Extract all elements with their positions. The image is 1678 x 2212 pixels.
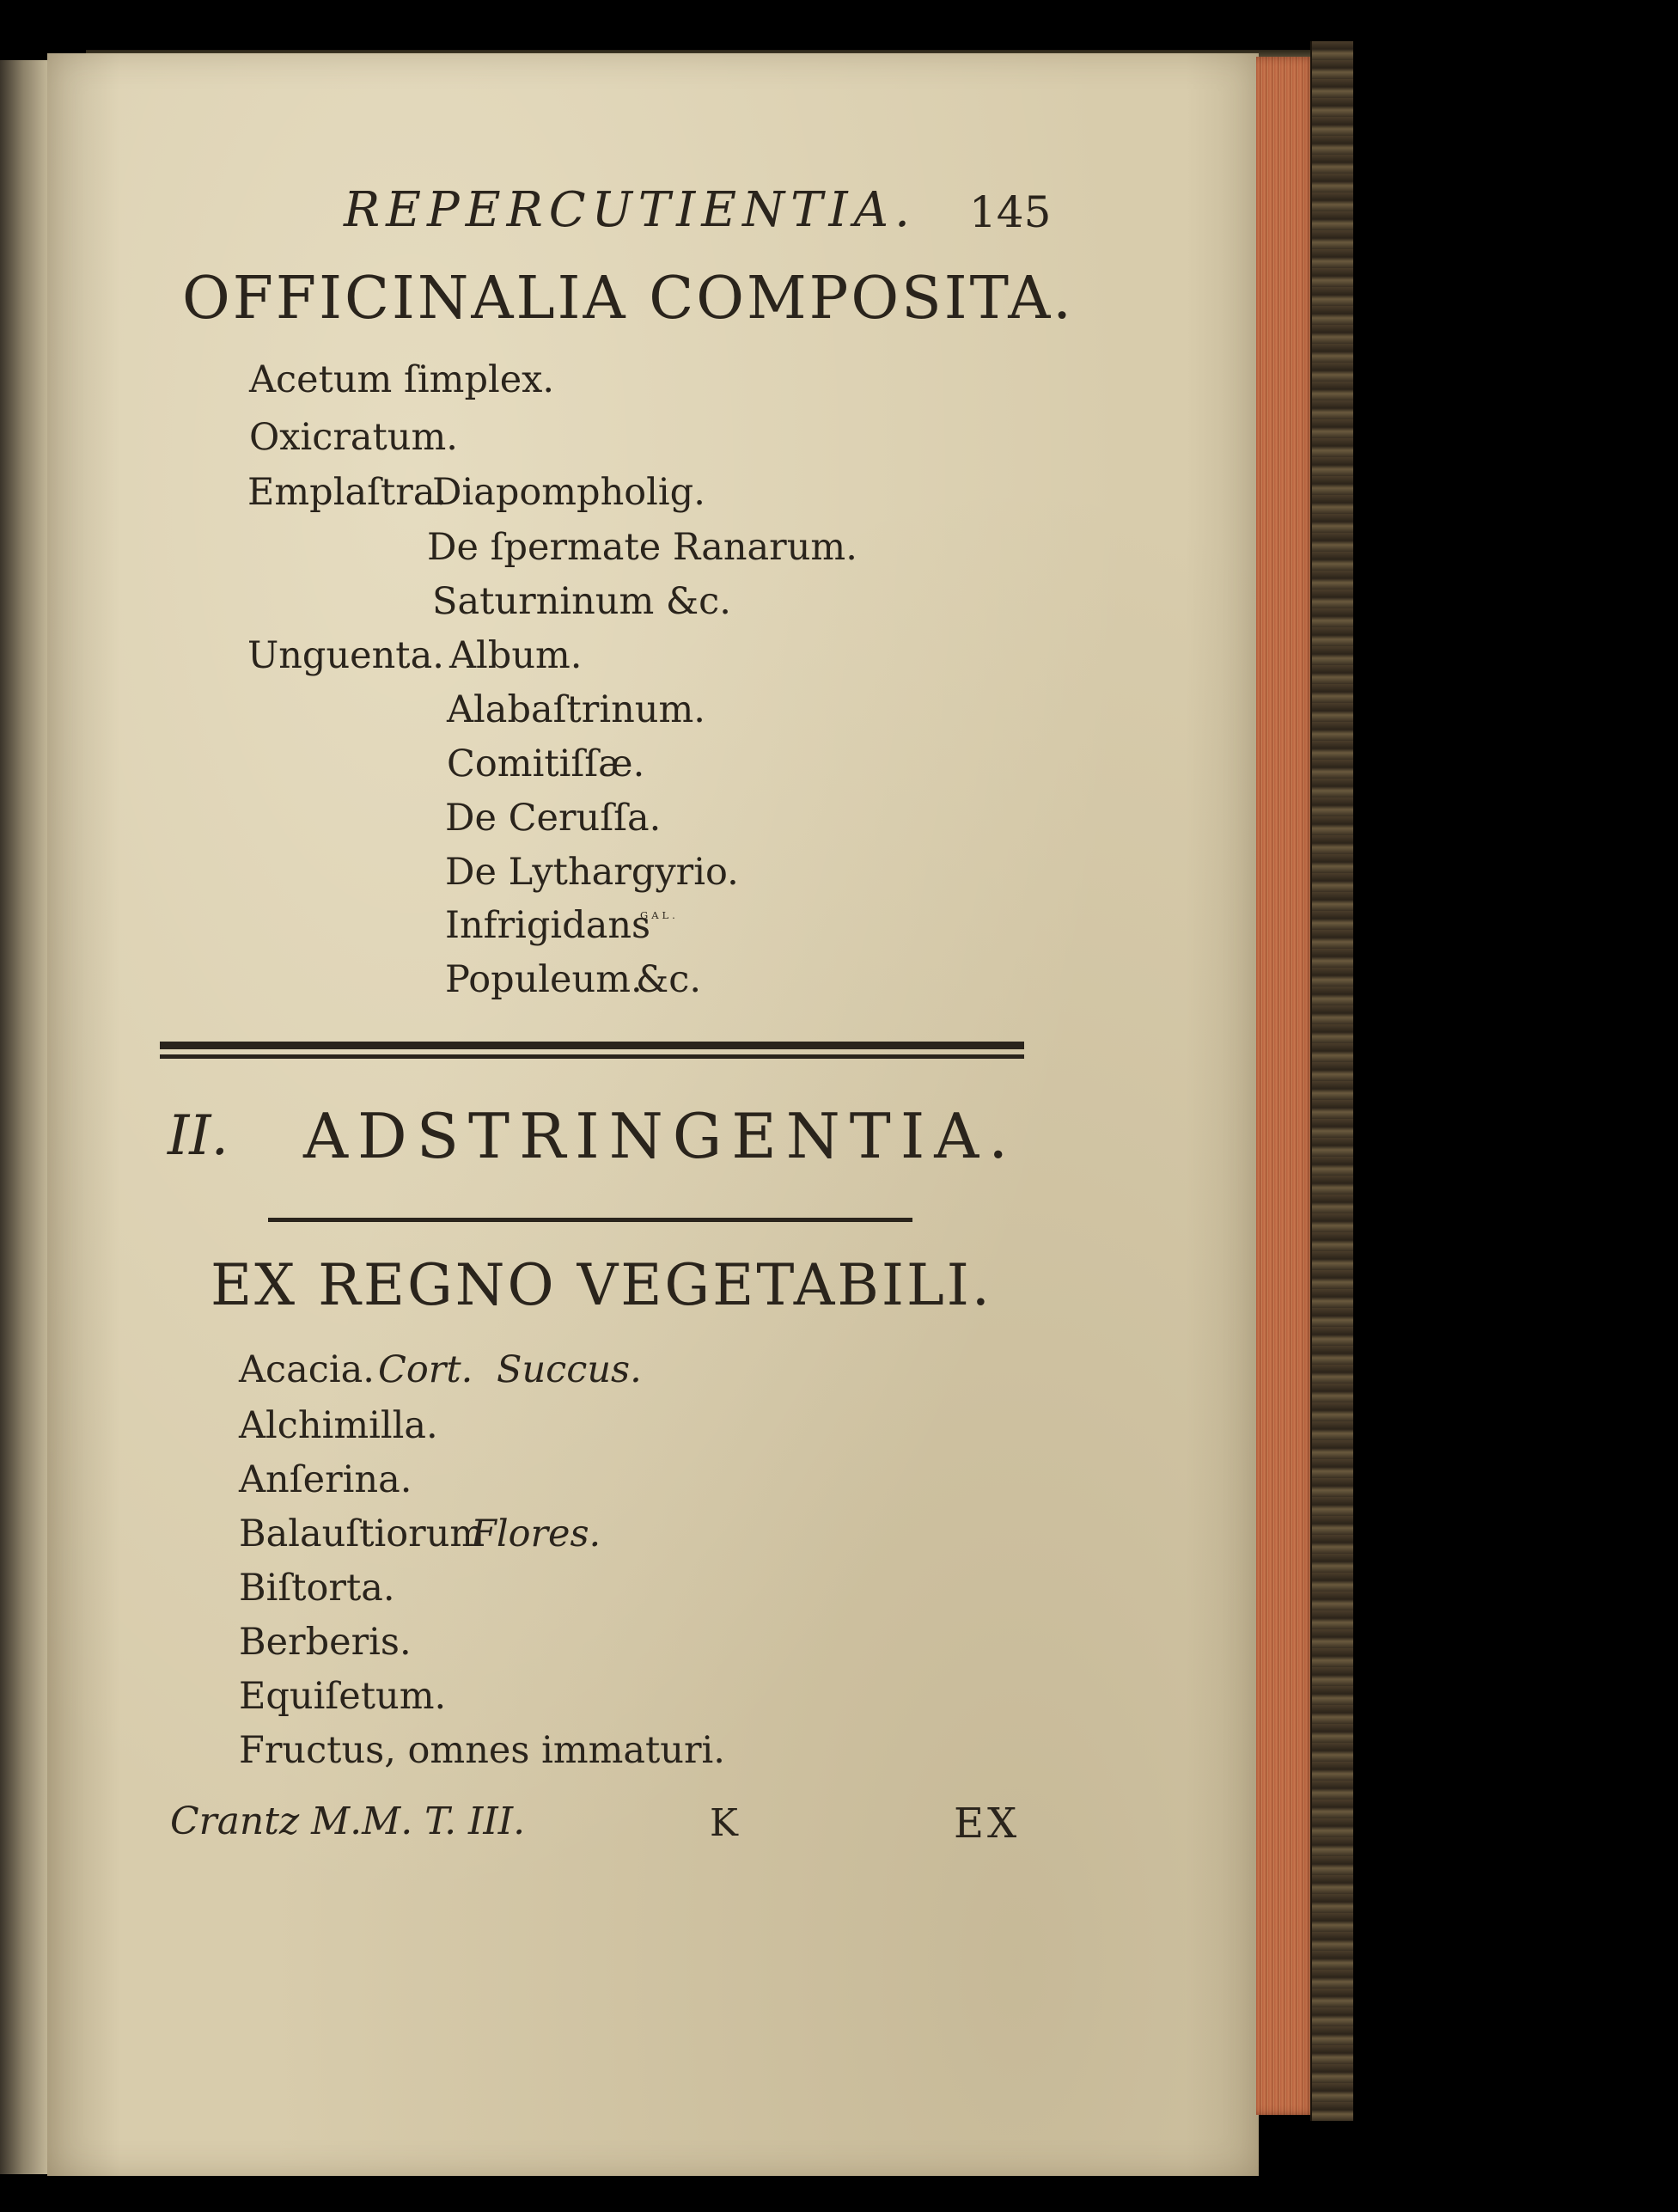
list-item: Saturninum &c. (432, 580, 731, 623)
list-item: Diapompholig. (432, 471, 705, 514)
list-item: Succus. (497, 1348, 642, 1391)
list-item: Fructus, omnes immaturi. (239, 1729, 725, 1772)
list-item: Equiſetum. (239, 1675, 447, 1718)
list-item: Biſtorta. (239, 1567, 395, 1610)
double-rule (160, 1042, 1024, 1064)
list-item: De Lythargyrio. (445, 851, 739, 894)
list-item: Acacia. (239, 1348, 375, 1391)
list-item: Populeum. (445, 958, 643, 1001)
list-item: Anſerina. (239, 1458, 412, 1501)
section-title: ADSTRINGENTIA. (303, 1100, 1018, 1172)
heading-regno-vegetabili: EX REGNO VEGETABILI. (211, 1252, 992, 1318)
list-item: De Ceruſſa. (445, 797, 662, 840)
list-item: Oxicratum. (249, 416, 458, 459)
footer-signature: Crantz M.M. T. III. (170, 1800, 526, 1843)
list-item: De ſpermate Ranarum. (427, 526, 857, 569)
list-item: Berberis. (239, 1621, 412, 1664)
list-item: Infrigidans (445, 904, 651, 947)
single-rule (268, 1218, 912, 1222)
heading-officinalia: OFFICINALIA COMPOSITA. (182, 265, 1074, 333)
page-number: 145 (969, 187, 1052, 237)
book-cover-edge (1310, 41, 1353, 2121)
list-item: Balauſtiorum (239, 1512, 485, 1555)
list-item: Cort. (378, 1348, 473, 1391)
list-item: Acetum ſimplex. (249, 358, 555, 401)
list-item: GAL. (640, 909, 679, 921)
list-item: Alchimilla. (239, 1404, 438, 1447)
list-item: Flores. (471, 1512, 601, 1555)
list-item: Unguenta. (247, 634, 444, 677)
fore-edge (1256, 57, 1316, 2115)
list-item: Album. (449, 634, 583, 677)
footer-signature-mark: K (710, 1801, 738, 1845)
list-item: &c. (636, 958, 702, 1001)
list-item: Emplaſtra. (247, 471, 448, 514)
left-page-edge (0, 60, 52, 2174)
footer-catchword: EX (954, 1800, 1021, 1848)
list-item: Comitiſſæ. (447, 742, 645, 785)
section-numeral: II. (168, 1104, 229, 1168)
list-item: Alabaſtrinum. (447, 688, 705, 731)
running-head: REPERCUTIENTIA. (344, 182, 916, 238)
